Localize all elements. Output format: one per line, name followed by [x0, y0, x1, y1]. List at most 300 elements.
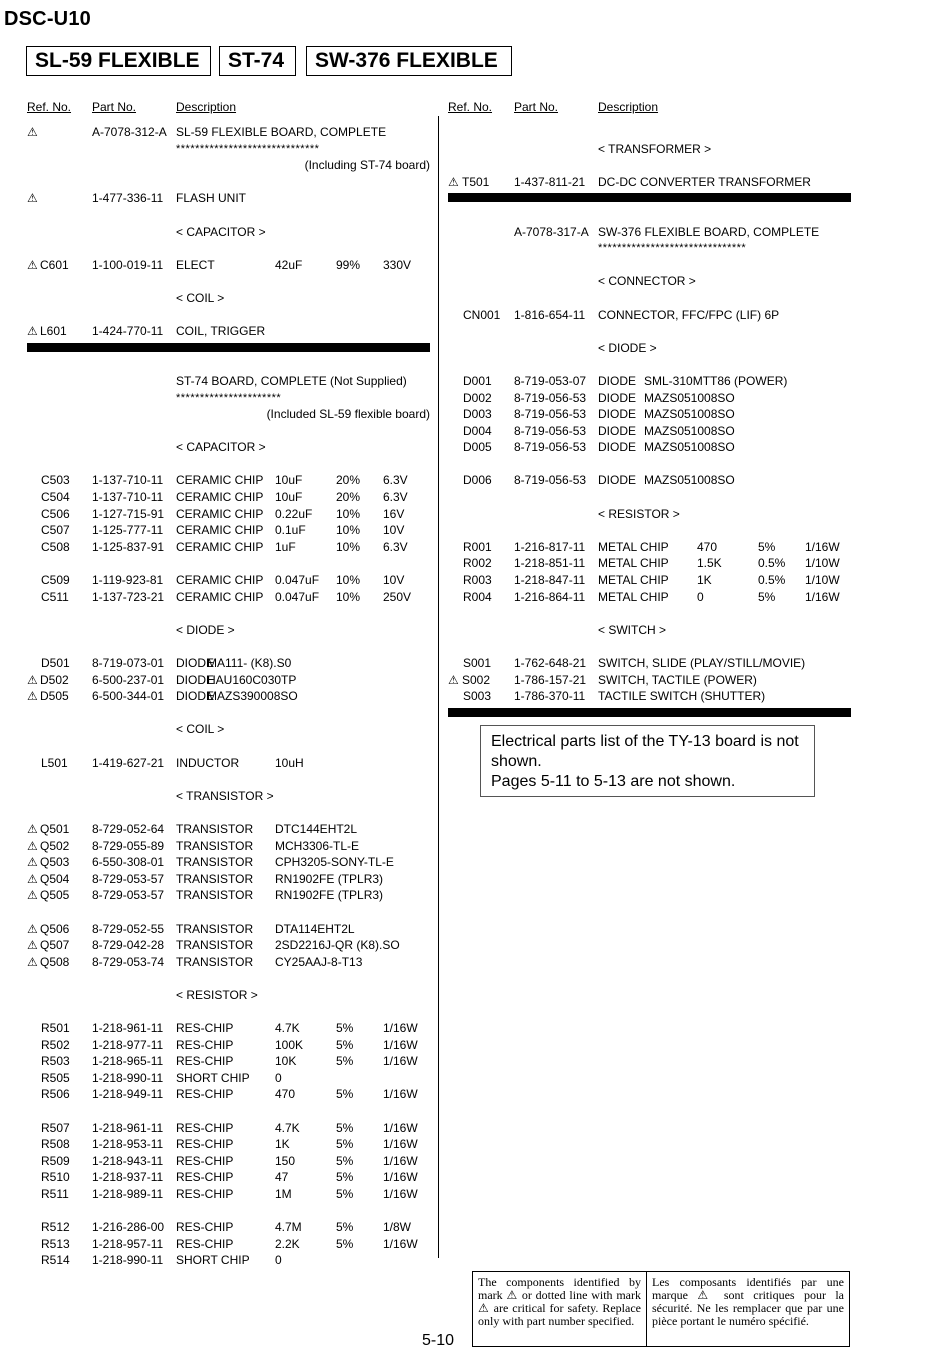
- ref-no: D002: [463, 390, 492, 405]
- spacer: [440, 290, 860, 307]
- tolerance: 20%: [336, 490, 361, 505]
- section-heading: [0, 439, 438, 456]
- table-row: [0, 572, 438, 589]
- warning-icon: ⚠: [27, 125, 38, 139]
- value: 150: [275, 1153, 296, 1168]
- table-row: [0, 871, 438, 888]
- table-row: [0, 124, 438, 141]
- table-row: [0, 1219, 438, 1236]
- tolerance: 10%: [336, 506, 361, 521]
- part-no: 1-100-019-11: [92, 257, 164, 272]
- ref-no: Q504: [40, 871, 70, 886]
- table-row: [440, 423, 860, 440]
- ref-no: R003: [463, 573, 492, 588]
- part-no: A-7078-317-A: [514, 224, 589, 239]
- right-header-ref: Ref. No.: [448, 100, 493, 114]
- description: COIL, TRIGGER: [176, 324, 266, 339]
- table-row: [0, 854, 438, 871]
- tolerance: 5%: [336, 1187, 354, 1201]
- safety-notice-english: The components identified by mark ⚠ or dotted line with mark ⚠ are critical for safety. Replace only with part number specified.: [473, 1272, 647, 1346]
- value: 0.1uF: [275, 523, 306, 538]
- value: 10uH: [275, 755, 304, 770]
- value: MAZS051008SO: [644, 407, 735, 422]
- ref-no: R502: [41, 1037, 70, 1052]
- part-no: 1-218-990-11: [92, 1070, 164, 1085]
- description: RES-CHIP: [176, 1236, 234, 1251]
- section-heading: [0, 373, 438, 390]
- part-no: 1-216-286-00: [92, 1220, 165, 1235]
- tolerance: 0.5%: [758, 573, 786, 588]
- table-row: [0, 821, 438, 838]
- description: DIODE: [598, 407, 637, 422]
- spacer: [0, 605, 438, 622]
- description: TRANSISTOR: [176, 871, 254, 886]
- value: CPH3205-SONY-TL-E: [275, 855, 394, 870]
- warning-icon: ⚠: [27, 191, 38, 206]
- part-no: 8-719-056-53: [514, 473, 587, 488]
- spacer: [0, 1003, 438, 1020]
- rating: 1/10W: [805, 556, 840, 571]
- description: CERAMIC CHIP: [176, 506, 264, 521]
- ref-no: R002: [463, 556, 492, 571]
- part-no: 1-218-851-11: [514, 556, 586, 571]
- part-no: 6-500-344-01: [92, 689, 165, 704]
- description: DIODE: [176, 689, 215, 704]
- value: 2SD2216J-QR (K8).SO: [275, 938, 400, 953]
- table-row: [0, 472, 438, 489]
- spacer: [0, 904, 438, 921]
- value: DTA114EHT2L: [275, 921, 355, 936]
- spacer: [440, 456, 860, 473]
- value: MAZS390008SO: [207, 689, 298, 704]
- description: RES-CHIP: [176, 1021, 234, 1036]
- description: METAL CHIP: [598, 589, 669, 604]
- section-bar: [27, 343, 430, 352]
- ref-no: S001: [463, 656, 492, 670]
- right-header-desc: Description: [598, 100, 659, 114]
- ref-no: R513: [41, 1236, 70, 1251]
- tolerance: 99%: [336, 257, 361, 272]
- part-no: 8-729-042-28: [92, 938, 165, 953]
- part-no: 8-719-056-53: [514, 440, 587, 455]
- section-bar: [448, 193, 851, 202]
- description: DIODE: [598, 440, 637, 455]
- ref-no: Q501: [40, 821, 70, 836]
- table-row: [0, 257, 438, 274]
- spacer: [440, 489, 860, 506]
- table-row: [0, 539, 438, 556]
- description: SHORT CHIP: [176, 1253, 250, 1268]
- spacer: [0, 1103, 438, 1120]
- spacer: [0, 273, 438, 290]
- part-no: 1-218-953-11: [92, 1137, 164, 1152]
- spacer: [0, 804, 438, 821]
- table-row: [0, 937, 438, 954]
- description: TRANSISTOR: [176, 821, 254, 836]
- description: TRANSISTOR: [176, 938, 254, 953]
- table-row: [0, 1120, 438, 1137]
- table-row: [0, 1252, 438, 1269]
- rating: 1/16W: [383, 1087, 418, 1102]
- description: < RESISTOR >: [176, 987, 258, 1002]
- description: DIODE: [598, 473, 637, 488]
- spacer: [0, 207, 438, 224]
- table-row: [0, 1037, 438, 1054]
- section-heading: [0, 290, 438, 307]
- part-no: 1-137-710-11: [92, 473, 164, 488]
- ref-no: C506: [41, 506, 70, 521]
- rating: 16V: [383, 506, 405, 521]
- value: 1M: [275, 1187, 292, 1201]
- rating: 1/16W: [383, 1187, 418, 1201]
- description: RES-CHIP: [176, 1087, 234, 1102]
- table-row: [440, 672, 860, 689]
- rating: 1/16W: [383, 1054, 418, 1069]
- board-note-text: (Included SL-59 flexible board): [266, 407, 430, 422]
- table-row: [0, 522, 438, 539]
- spacer: [440, 207, 860, 224]
- description: RES-CHIP: [176, 1220, 234, 1235]
- ref-no: D501: [41, 656, 70, 670]
- table-row: [440, 174, 860, 191]
- table-row: [440, 472, 860, 489]
- description: INDUCTOR: [176, 755, 240, 770]
- table-row: [440, 406, 860, 423]
- part-no: 1-816-654-11: [514, 307, 586, 322]
- note-line-2: Pages 5-11 to 5-13 are not shown.: [491, 773, 736, 790]
- rating: 10V: [383, 523, 405, 538]
- table-row: [0, 672, 438, 689]
- ref-no: Q505: [40, 888, 70, 903]
- tolerance: 5%: [336, 1236, 354, 1251]
- ref-no: R004: [463, 589, 492, 604]
- tab-sl59: SL-59 FLEXIBLE: [26, 46, 211, 76]
- warning-icon: ⚠: [27, 855, 38, 870]
- part-no: 8-729-053-57: [92, 871, 165, 886]
- warning-icon: ⚠: [27, 672, 38, 687]
- part-no: A-7078-312-A: [92, 125, 167, 139]
- value: 10uF: [275, 490, 303, 505]
- section-heading: [440, 273, 860, 290]
- description: < SWITCH >: [598, 622, 667, 637]
- spacer: [0, 356, 438, 373]
- tolerance: 0.5%: [758, 556, 786, 571]
- value: 470: [275, 1087, 296, 1102]
- ref-no: R512: [41, 1220, 70, 1235]
- table-row: [0, 1086, 438, 1103]
- part-no: 8-719-073-01: [92, 656, 165, 670]
- value: 0.22uF: [275, 506, 313, 521]
- spacer: [0, 1203, 438, 1220]
- part-no: 1-218-990-11: [92, 1253, 164, 1268]
- description: < COIL >: [176, 722, 225, 737]
- ref-no: Q503: [40, 855, 70, 870]
- spacer: [0, 456, 438, 473]
- rating: 250V: [383, 589, 412, 604]
- table-row: [0, 1186, 438, 1203]
- spacer: [0, 174, 438, 191]
- table-row: [440, 589, 860, 606]
- left-parts-list: [0, 124, 438, 1269]
- description: RES-CHIP: [176, 1120, 234, 1135]
- description: TRANSISTOR: [176, 855, 254, 870]
- tolerance: 5%: [336, 1137, 354, 1152]
- asterisk-line: [440, 240, 860, 257]
- part-no: 8-719-056-53: [514, 423, 587, 438]
- ref-no: R509: [41, 1153, 70, 1168]
- section-divider: [440, 190, 860, 207]
- part-no: 1-218-961-11: [92, 1120, 164, 1135]
- asterisk-line: [0, 390, 438, 407]
- tab-st74: ST-74: [219, 46, 296, 76]
- part-no: 1-119-923-81: [92, 573, 164, 588]
- table-row: [0, 655, 438, 672]
- ref-no: C503: [41, 473, 70, 488]
- warning-icon: ⚠: [27, 921, 38, 936]
- section-heading: [0, 987, 438, 1004]
- tolerance: 10%: [336, 523, 361, 538]
- ref-no: S002: [462, 672, 491, 687]
- part-no: 1-477-336-11: [92, 191, 164, 206]
- table-row: [0, 1236, 438, 1253]
- part-no: 6-500-237-01: [92, 672, 165, 687]
- value: CY25AAJ-8-T13: [275, 954, 363, 969]
- description: TRANSISTOR: [176, 921, 254, 936]
- table-row: [0, 1169, 438, 1186]
- section-heading: [440, 622, 860, 639]
- table-row: [0, 323, 438, 340]
- part-no: 8-719-056-53: [514, 390, 587, 405]
- section-divider: [0, 340, 438, 357]
- part-no: 8-729-053-74: [92, 954, 165, 969]
- description: < TRANSISTOR >: [176, 788, 274, 803]
- table-row: [0, 1153, 438, 1170]
- section-heading: [440, 506, 860, 523]
- ref-no: D001: [463, 373, 492, 388]
- spacer: [0, 771, 438, 788]
- ref-no: D006: [463, 473, 492, 488]
- ref-no: R506: [41, 1087, 70, 1102]
- description: RES-CHIP: [176, 1153, 234, 1168]
- part-no: 8-729-052-55: [92, 921, 165, 936]
- description: < CONNECTOR >: [598, 274, 696, 289]
- description: METAL CHIP: [598, 556, 669, 571]
- spacer: [0, 307, 438, 324]
- value: SML-310MTT86 (POWER): [644, 373, 788, 388]
- ref-no: R507: [41, 1120, 70, 1135]
- ref-no: C504: [41, 490, 70, 505]
- description: < CAPACITOR >: [176, 440, 266, 455]
- section-bar: [448, 708, 851, 717]
- ref-no: C507: [41, 523, 70, 538]
- description: < RESISTOR >: [598, 506, 680, 521]
- table-row: [0, 1020, 438, 1037]
- tolerance: 5%: [336, 1170, 354, 1185]
- spacer: [440, 522, 860, 539]
- part-no: 1-218-847-11: [514, 573, 586, 588]
- table-row: [0, 190, 438, 207]
- value: 2.2K: [275, 1236, 300, 1251]
- description: DIODE: [176, 656, 215, 670]
- description: TRANSISTOR: [176, 954, 254, 969]
- part-no: 1-218-989-11: [92, 1187, 164, 1201]
- rating: 1/16W: [805, 589, 840, 604]
- ref-no: C508: [41, 539, 70, 554]
- value: 470: [697, 539, 718, 554]
- warning-icon: ⚠: [27, 938, 38, 953]
- description: SWITCH, TACTILE (POWER): [598, 672, 757, 687]
- description: CERAMIC CHIP: [176, 523, 264, 538]
- part-no: 1-127-715-91: [92, 506, 165, 521]
- part-no: 1-218-949-11: [92, 1087, 164, 1102]
- ref-no: D004: [463, 423, 492, 438]
- part-no: 1-137-723-21: [92, 589, 165, 604]
- description: DIODE: [598, 423, 637, 438]
- ref-no: S003: [463, 689, 492, 704]
- value: 4.7K: [275, 1021, 300, 1036]
- part-no: 1-216-817-11: [514, 539, 586, 554]
- rating: 1/16W: [383, 1037, 418, 1052]
- table-row: [440, 555, 860, 572]
- rating: 6.3V: [383, 473, 408, 488]
- tolerance: 5%: [336, 1054, 354, 1069]
- value: RN1902FE (TPLR3): [275, 888, 384, 903]
- ref-no: CN001: [463, 307, 501, 322]
- description: CONNECTOR, FFC/FPC (LIF) 6P: [598, 307, 780, 322]
- ref-no: Q502: [40, 838, 70, 853]
- warning-icon: ⚠: [27, 257, 38, 272]
- value: 1uF: [275, 539, 296, 554]
- tolerance: 10%: [336, 589, 361, 604]
- description: < CAPACITOR >: [176, 224, 266, 239]
- rating: 1/16W: [383, 1120, 418, 1135]
- table-row: [440, 373, 860, 390]
- part-no: 1-218-943-11: [92, 1153, 164, 1168]
- board-note-text: (Including ST-74 board): [304, 158, 430, 173]
- section-heading: [0, 721, 438, 738]
- warning-icon: ⚠: [448, 672, 459, 687]
- value: 100K: [275, 1037, 304, 1052]
- description: RES-CHIP: [176, 1187, 234, 1201]
- right-header-part: Part No.: [514, 100, 559, 114]
- page-number: 5-10: [422, 1332, 455, 1349]
- asterisk-line-text: ******************************: [176, 142, 320, 155]
- section-heading: [0, 788, 438, 805]
- value: MCH3306-TL-E: [275, 838, 360, 853]
- description: ST-74 BOARD, COMPLETE (Not Supplied): [176, 373, 407, 388]
- part-no: 8-719-053-07: [514, 373, 587, 388]
- section-divider: [440, 705, 860, 722]
- ref-no: C511: [41, 589, 69, 604]
- description: SHORT CHIP: [176, 1070, 250, 1085]
- value: MAZS051008SO: [644, 473, 735, 488]
- tolerance: 5%: [336, 1120, 354, 1135]
- value: 10uF: [275, 473, 303, 488]
- spacer: [440, 638, 860, 655]
- table-row: [0, 1136, 438, 1153]
- value: 4.7M: [275, 1220, 302, 1235]
- warning-icon: ⚠: [27, 954, 38, 969]
- part-no: 1-419-627-21: [92, 755, 165, 770]
- ref-no: D003: [463, 407, 492, 422]
- left-header-desc: Description: [176, 100, 237, 114]
- value: 4.7K: [275, 1120, 300, 1135]
- table-row: [440, 307, 860, 324]
- ref-no: R505: [41, 1070, 70, 1085]
- warning-icon: ⚠: [448, 174, 459, 189]
- part-no: 1-762-648-21: [514, 656, 587, 670]
- description: < DIODE >: [176, 622, 235, 637]
- warning-icon: ⚠: [27, 888, 38, 903]
- value: 42uF: [275, 257, 303, 272]
- part-no: 1-437-811-21: [514, 174, 586, 189]
- part-no: 8-719-056-53: [514, 407, 587, 422]
- spacer: [440, 356, 860, 373]
- description: ELECT: [176, 257, 215, 272]
- description: < DIODE >: [598, 340, 657, 355]
- description: SL-59 FLEXIBLE BOARD, COMPLETE: [176, 125, 387, 139]
- value: 1.5K: [697, 556, 722, 571]
- description: TACTILE SWITCH (SHUTTER): [598, 689, 766, 704]
- table-row: [0, 506, 438, 523]
- value: 1K: [275, 1137, 290, 1152]
- part-no: 1-218-965-11: [92, 1054, 164, 1069]
- rating: 6.3V: [383, 490, 408, 505]
- spacer: [0, 555, 438, 572]
- asterisk-line-text: *******************************: [598, 242, 747, 255]
- ref-no: R501: [41, 1021, 70, 1036]
- description: RES-CHIP: [176, 1054, 234, 1069]
- table-row: [440, 224, 860, 241]
- rating: 330V: [383, 257, 412, 272]
- description: DC-DC CONVERTER TRANSFORMER: [598, 174, 811, 189]
- section-heading: [0, 622, 438, 639]
- board-note: [0, 157, 438, 174]
- spacer: [0, 423, 438, 440]
- note-line-1: Electrical parts list of the TY-13 board is not shown.: [491, 733, 799, 770]
- value: MA111- (K8).S0: [207, 656, 292, 670]
- value: 0: [275, 1253, 282, 1268]
- spacer: [440, 323, 860, 340]
- description: DIODE: [598, 390, 637, 405]
- description: RES-CHIP: [176, 1137, 234, 1152]
- tolerance: 5%: [336, 1153, 354, 1168]
- warning-icon: ⚠: [27, 838, 38, 853]
- table-row: [0, 755, 438, 772]
- part-no: 8-729-052-64: [92, 821, 165, 836]
- tolerance: 10%: [336, 573, 361, 588]
- value: DTC144EHT2L: [275, 821, 358, 836]
- ref-no: Q508: [40, 954, 70, 969]
- description: RES-CHIP: [176, 1170, 234, 1185]
- note-box: [480, 725, 815, 797]
- ref-no: T501: [462, 174, 490, 189]
- value: 0: [275, 1070, 282, 1085]
- part-no: 8-729-053-57: [92, 888, 165, 903]
- value: 0.047uF: [275, 573, 320, 588]
- value: 0: [697, 589, 704, 604]
- table-row: [0, 954, 438, 971]
- part-no: 6-550-308-01: [92, 855, 165, 870]
- rating: 1/16W: [383, 1137, 418, 1152]
- rating: 1/8W: [383, 1220, 412, 1235]
- column-divider: [438, 116, 439, 1258]
- tolerance: 5%: [336, 1220, 354, 1235]
- value: RN1902FE (TPLR3): [275, 871, 384, 886]
- rating: 1/16W: [383, 1236, 418, 1251]
- table-row: [440, 539, 860, 556]
- description: < COIL >: [176, 290, 225, 305]
